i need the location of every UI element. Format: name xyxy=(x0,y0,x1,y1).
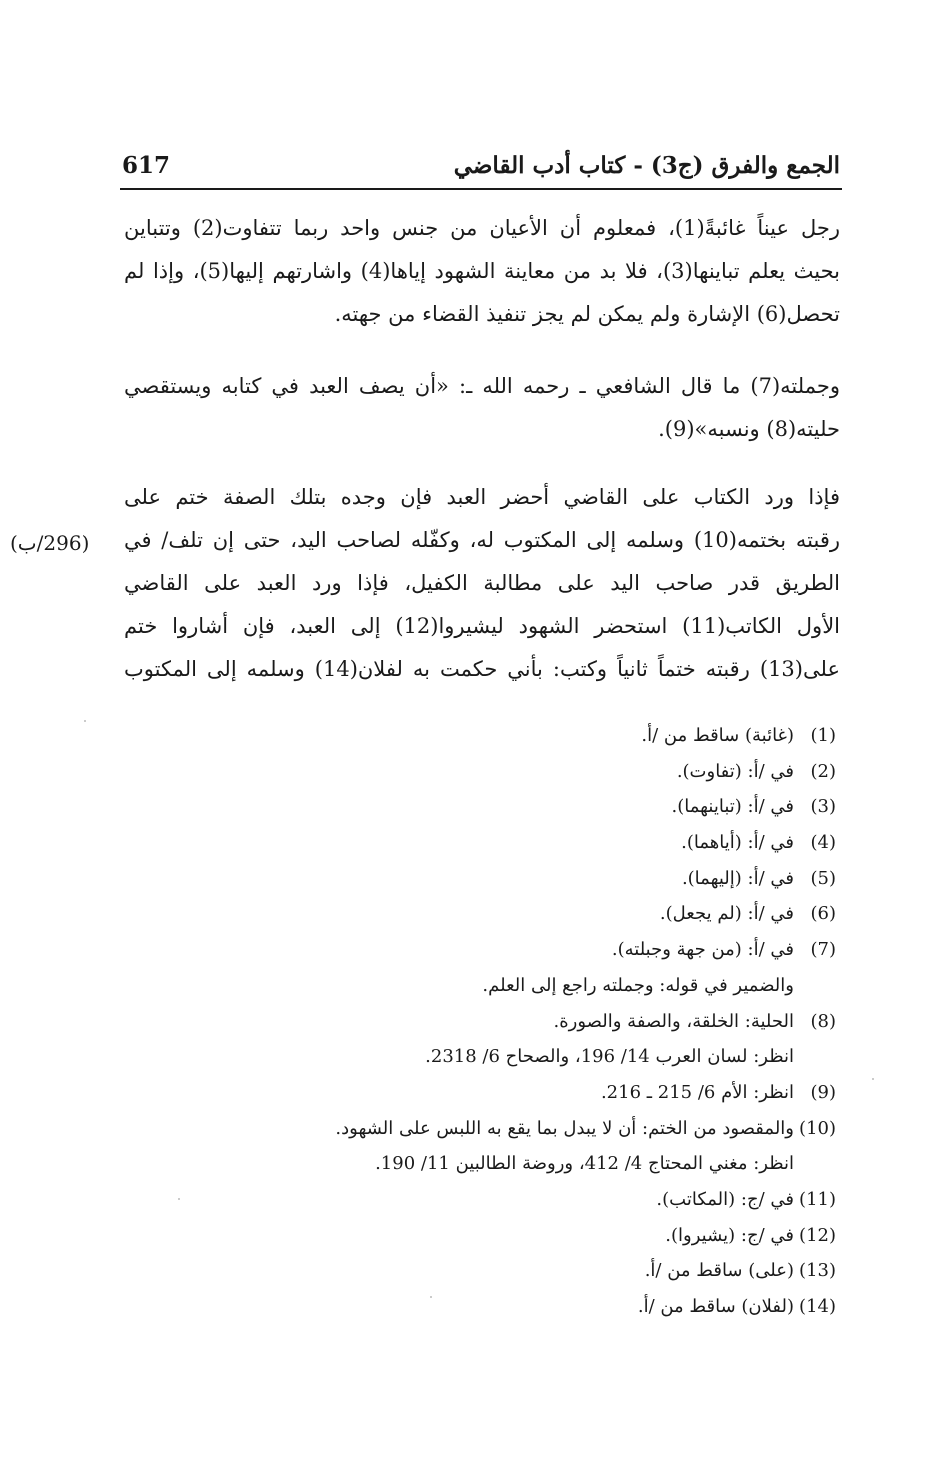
footnote-number: (1) xyxy=(810,725,836,746)
header-rule xyxy=(120,188,842,190)
text-line: رجل عيناً غائبةً(1)، فمعلوم أن الأعيان من جنس واحد ربما تتفاوت(2) وتتباين xyxy=(124,216,840,240)
footnote xyxy=(270,1004,836,1040)
page-number: 617 xyxy=(122,152,171,179)
footnote xyxy=(270,789,836,825)
footnote-text: الحلية: الخلقة، والصفة والصورة. xyxy=(553,1010,794,1032)
footnote-text: (لفلان) ساقط من /أ. xyxy=(637,1296,794,1317)
text-line: فإذا ورد الكتاب على القاضي أحضر العبد فإن وجده بتلك الصفة ختم على xyxy=(124,485,840,509)
text-line: تحصل(6) الإشارة ولم يمكن لم يجز تنفيذ القضاء من جهته. xyxy=(334,302,840,326)
footnote-continuation: انظر: مغني المحتاج 4/ 412، وروضة الطالبين 11/ 190. xyxy=(375,1153,794,1175)
footnote-number: (14) xyxy=(799,1296,836,1317)
footnote-number: (12) xyxy=(799,1224,836,1246)
paragraph-3 xyxy=(124,476,840,691)
footnote xyxy=(270,1218,836,1254)
text-line: الأول الكاتب(11) استحضر الشهود ليشيروا(12) إلى العبد، فإن أشاروا ختم xyxy=(124,614,840,638)
text-line: بحيث يعلم تباينها(3)، فلا بد من معاينة الشهود إياها(4) واشارتهم إليها(5)، وإذا لم xyxy=(124,259,840,283)
scan-speck xyxy=(430,1296,432,1298)
footnote xyxy=(270,861,836,897)
text-line: على(13) رقبته ختماً ثانياً وكتب: بأني حكمت به لفلان(14) وسلمه إلى المكتوب xyxy=(124,657,840,681)
footnote xyxy=(270,1075,836,1111)
paragraph-1 xyxy=(124,207,840,336)
scan-speck xyxy=(178,1198,180,1200)
footnote-text: في /أ: (تفاوت). xyxy=(676,760,794,782)
footnote-number: (2) xyxy=(810,760,836,782)
footnote-text: (على) ساقط من /أ. xyxy=(644,1260,794,1282)
footnote-number: (11) xyxy=(799,1188,836,1210)
footnote-text: في /أ: (لم يجعل). xyxy=(659,903,794,925)
footnote xyxy=(270,1289,836,1325)
footnote-number: (6) xyxy=(810,903,836,925)
footnotes xyxy=(270,718,836,1325)
footnote-text: انظر: الأم 6/ 215 ـ 216. xyxy=(600,1081,794,1103)
footnote-number: (5) xyxy=(810,867,836,889)
footnote xyxy=(270,896,836,932)
scan-speck xyxy=(872,1078,874,1080)
footnote-number: (9) xyxy=(810,1081,836,1103)
footnote xyxy=(270,718,836,754)
footnote xyxy=(270,754,836,790)
footnote xyxy=(270,1111,836,1147)
footnote-text: في /ج: (يشيروا). xyxy=(665,1224,794,1246)
footnote-number: (3) xyxy=(810,796,836,818)
footnote xyxy=(270,932,836,968)
footnote-number: (13) xyxy=(799,1260,836,1282)
footnote xyxy=(270,1182,836,1218)
footnote-text: في /أ: (أياهما). xyxy=(681,832,794,854)
footnote-text: في /أ: (تباينهما). xyxy=(671,796,794,818)
scan-speck xyxy=(84,720,86,722)
running-header xyxy=(122,148,840,188)
footnote-continuation: انظر: لسان العرب 14/ 196، والصحاح 6/ 2318. xyxy=(425,1046,794,1068)
footnote-number: (7) xyxy=(810,939,836,961)
footnote-text: والمقصود من الختم: أن لا يبدل بما يقع به اللبس على الشهود. xyxy=(335,1117,794,1139)
footnote-number: (10) xyxy=(799,1117,836,1139)
footnote-text: (غائبة) ساقط من /أ. xyxy=(641,725,794,746)
footnote xyxy=(270,1253,836,1289)
manuscript-folio-marker: (296/ب) xyxy=(10,531,90,555)
text-line: رقبته بختمه(10) وسلمه إلى المكتوب له، وكفّله لصاحب اليد، حتى إن تلف/ في xyxy=(124,528,840,552)
text-line: الطريق قدر صاحب اليد على مطالبة الكفيل، فإذا ورد العبد على القاضي xyxy=(124,571,840,595)
footnote-number: (8) xyxy=(810,1010,836,1032)
text-line: وجملته(7) ما قال الشافعي ـ رحمه الله ـ: «أن يصف العبد في كتابه ويستقصي xyxy=(124,374,840,398)
footnote-continuation: والضمير في قوله: وجملته راجع إلى العلم. xyxy=(482,974,794,996)
text-line: حليته(8) ونسبه»(9). xyxy=(658,417,840,441)
header-title: الجمع والفرق (ج3) - كتاب أدب القاضي xyxy=(453,152,840,179)
footnote-number: (4) xyxy=(810,832,836,854)
paragraph-2 xyxy=(124,365,840,451)
footnote-text: في /أ: (إليهما). xyxy=(681,867,794,889)
footnote-text: في /أ: (من جهة وجبلته). xyxy=(611,939,794,961)
footnote-text: في /ج: (المكاتب). xyxy=(656,1188,794,1210)
footnote xyxy=(270,825,836,861)
